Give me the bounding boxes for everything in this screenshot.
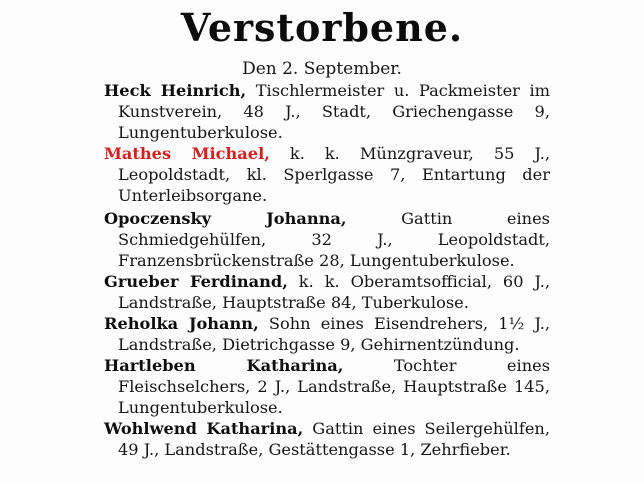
entry-details: Tochter eines Fleischselchers, 2 J., Landstraße, Hauptstraße 145, Lungentuberkulose. bbox=[118, 356, 551, 417]
entry-details: Gattin eines Seilergehülfen, 49 J., Landstraße, Gestättengasse 1, Zehrfieber. bbox=[118, 419, 550, 459]
death-notice-entry bbox=[104, 271, 550, 313]
death-notice-entry bbox=[104, 355, 550, 418]
death-notice-entry bbox=[104, 143, 550, 206]
entry-details: k. k. Münzgraveur, 55 J., Leopoldstadt, kl. Sperlgasse 7, Entartung der Unterleibsorgane. bbox=[118, 144, 551, 205]
deceased-name-highlighted: Mathes Michael, bbox=[104, 144, 270, 163]
entry-details: Tischlermeister u. Packmeister im Kunstverein, 48 J., Stadt, Griechengasse 9, Lungentuberkulose. bbox=[118, 81, 550, 142]
deceased-name: Wohlwend Katharina, bbox=[104, 419, 304, 438]
deceased-name: Heck Heinrich, bbox=[104, 81, 247, 100]
section-title: Verstorbene. bbox=[180, 5, 464, 50]
date-heading: Den 2. September. bbox=[242, 59, 402, 79]
deceased-name: Hartleben Katharina, bbox=[104, 356, 344, 375]
death-notice-entry bbox=[104, 80, 550, 143]
deceased-name: Reholka Johann, bbox=[104, 314, 259, 333]
death-notice-entry bbox=[104, 313, 550, 355]
death-notice-entry bbox=[104, 418, 550, 460]
deceased-name: Grueber Ferdinand, bbox=[104, 272, 288, 291]
deceased-name: Opoczensky Johanna, bbox=[104, 209, 347, 228]
entry-details: Gattin eines Schmiedgehülfen, 32 J., Leopoldstadt, Franzensbrückenstraße 28, Lungentuberkulose. bbox=[118, 209, 550, 270]
entry-details: Sohn eines Eisendrehers, 1½ J., Landstraße, Dietrichgasse 9, Gehirnentzündung. bbox=[118, 314, 550, 354]
death-notices-list bbox=[104, 80, 550, 460]
entry-details: k. k. Oberamtsofficial, 60 J., Landstraße, Hauptstraße 84, Tuberkulose. bbox=[118, 272, 550, 312]
death-notice-entry bbox=[104, 208, 550, 271]
